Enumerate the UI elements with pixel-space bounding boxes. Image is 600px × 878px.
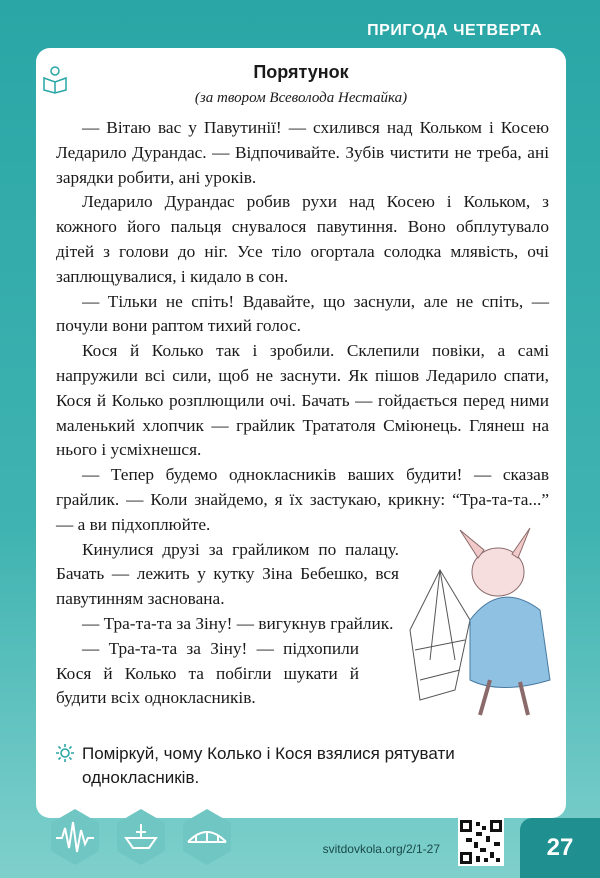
paragraph: Кинулися друзі за грайликом по палацу. Бачать — лежить у кутку Зіна Бебешко, вся павутинням заснована. <box>56 539 399 609</box>
paragraph: — Тра-та-та за Зіну! — підхопили Кося й Колько та побігли шукати й будити всіх однокласників. <box>56 638 359 708</box>
soundwave-icon[interactable] <box>50 808 100 866</box>
page-number: 27 <box>520 818 600 878</box>
paragraph: — Вітаю вас у Павутинії! — схилився над Кольком і Косею Ледарило Дурандас. — Відпочивайте. Зубів чистити не треба, ані зарядки робити, ані уроків. <box>56 118 549 187</box>
qr-code-icon[interactable] <box>458 818 504 866</box>
task-block <box>60 742 550 790</box>
paragraph: Кося й Колько так і зробили. Склепили повіки, а самі напружили всі сили, щоб не заснути. Як пішов Ледарило спати, Кося й Колько розплющили очі. Бачать — гойдається перед ними маленький хлопчик — грайлик Трататоля Сміюнець. Глянеш на нього і усміхнешся. <box>56 341 549 460</box>
paragraph: — Тепер будемо однокласників ваших будити! — сказав грайлик. — Коли знайдемо, я їх застукаю, крикну: “Тра-та-та...” — а ви підхоплюйте. <box>56 465 549 534</box>
story-author: (за твором Всеволода Нестайка) <box>194 90 408 106</box>
chapter-title: ПРИГОДА ЧЕТВЕРТА <box>367 22 542 39</box>
paragraph: — Тра-та-та за Зіну! — вигукнув грайлик. <box>82 613 394 633</box>
task-text: Поміркуй, чому Колько і Кося взялися рятувати однокласників. <box>82 744 455 787</box>
grailyk-illustration <box>400 510 562 720</box>
resource-link[interactable]: svitdovkola.org/2/1-27 <box>322 842 440 856</box>
story-title: Порятунок <box>253 62 349 82</box>
paragraph: — Тільки не спіть! Вдавайте, що заснули, але не спіть, — почули вони раптом тихий голос. <box>56 291 549 336</box>
paper-boat-icon[interactable] <box>116 808 166 866</box>
paragraph: Ледарило Дурандас робив рухи над Косею і Кольком, з кожного його пальця снувалося павутиння. Воно обплутувало дітей з голови до ніг. Усе тіло огортала солодка млявість, очі заплющувалися, і кидало в сон. <box>56 192 549 286</box>
bridge-icon[interactable] <box>182 808 232 866</box>
sun-icon <box>56 744 74 762</box>
